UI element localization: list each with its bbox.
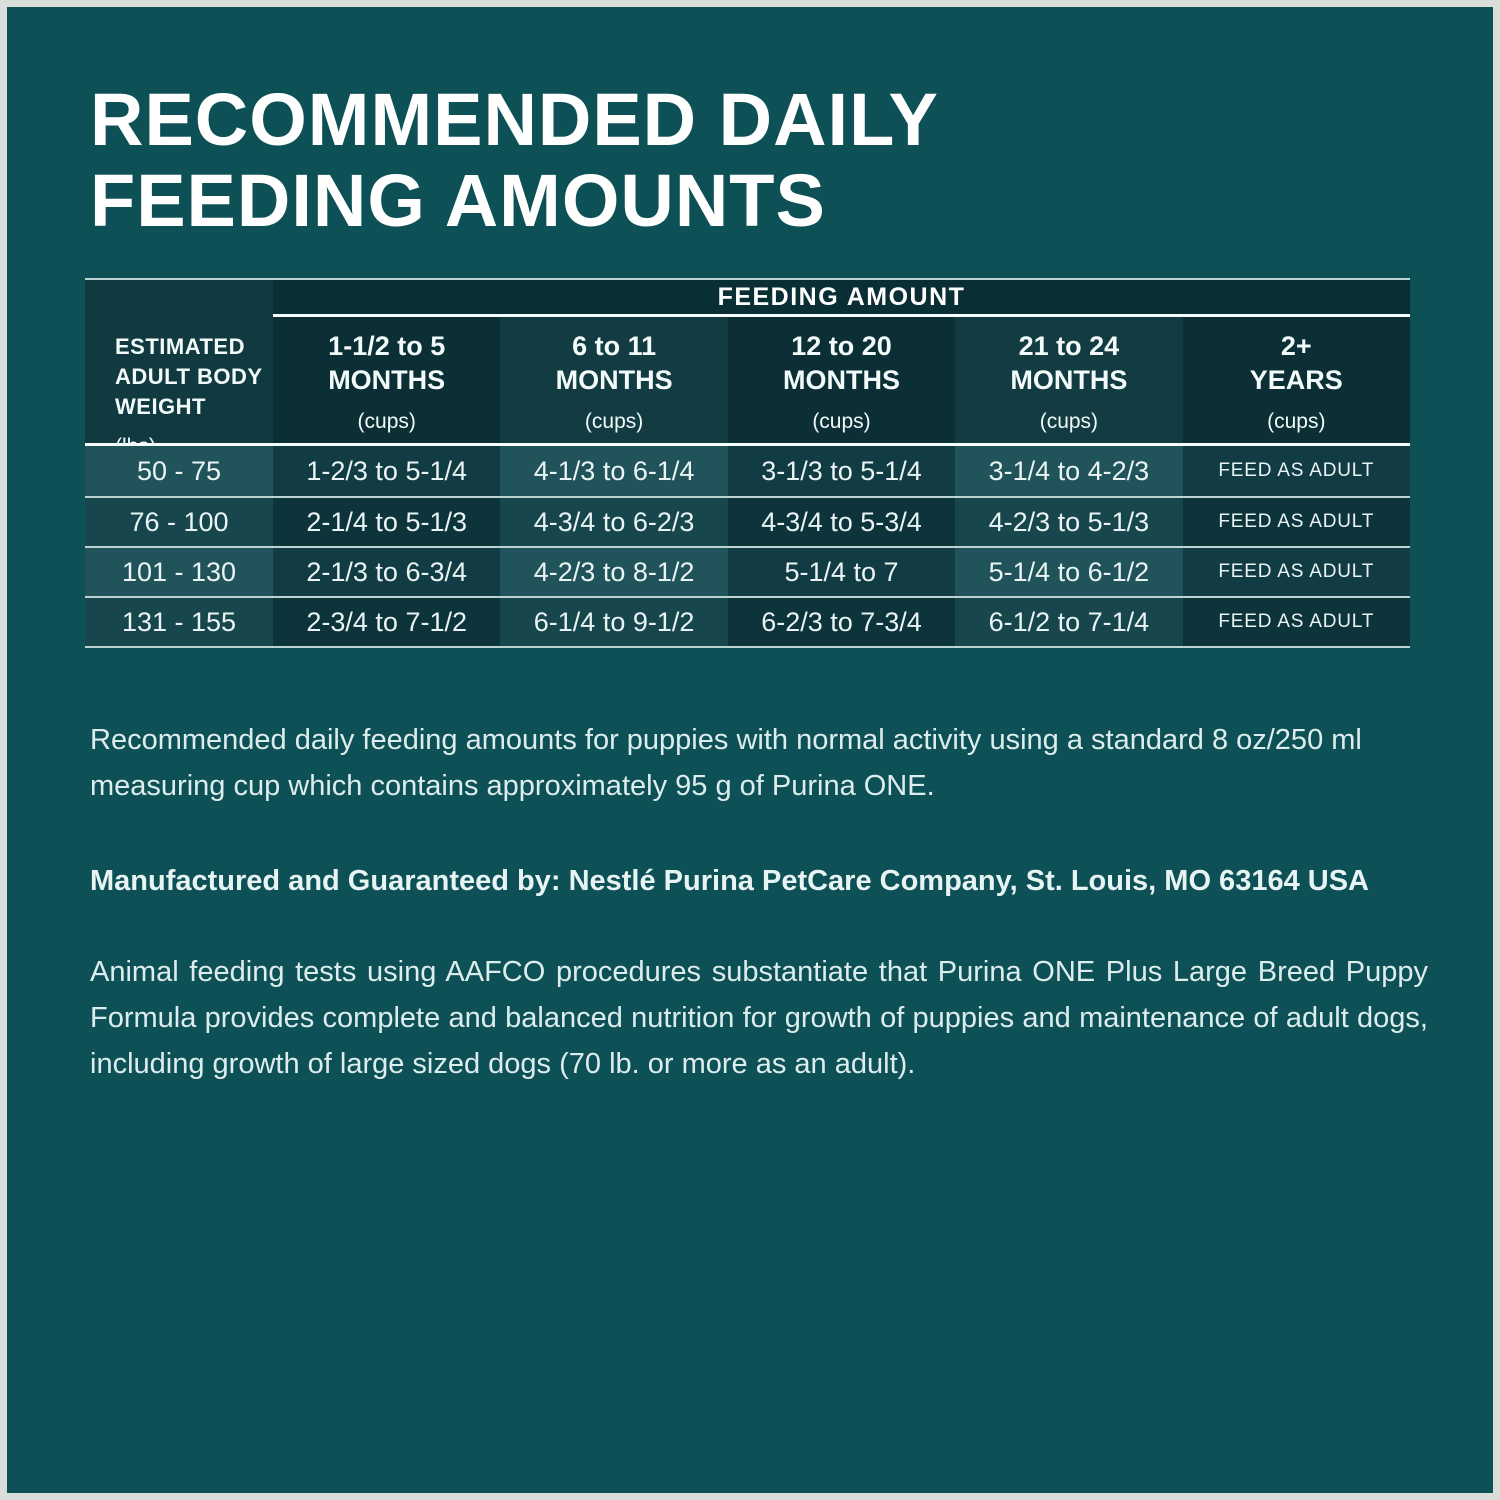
manufacturer-paragraph: Manufactured and Guaranteed by: Nestlé Purina PetCare Company, St. Louis, MO 63164 USA — [90, 865, 1369, 897]
column-unit: (cups) — [357, 409, 416, 433]
feeding-table — [85, 278, 1410, 648]
footnotes — [90, 712, 1428, 1087]
weight-header-line: ADULT BODY — [115, 364, 263, 389]
column-range: 12 to 20 — [791, 330, 892, 361]
column-label: MONTHS — [555, 364, 673, 395]
feeding-amount-label: FEEDING AMOUNT — [717, 282, 966, 311]
feeding-table-body — [85, 446, 1410, 646]
feeding-amount-cell: 6-1/4 to 9-1/2 — [500, 596, 727, 646]
feeding-amount-cell: 5-1/4 to 6-1/2 — [955, 546, 1182, 596]
feeding-amount-cell: FEED AS ADULT — [1183, 596, 1410, 646]
feeding-amount-cell: 4-2/3 to 5-1/3 — [955, 496, 1182, 546]
feeding-amount-cell: 3-1/3 to 5-1/4 — [728, 446, 955, 496]
feeding-amount-cell: 1-2/3 to 5-1/4 — [273, 446, 500, 496]
column-range: 21 to 24 — [1018, 330, 1120, 361]
column-label: MONTHS — [328, 364, 446, 395]
feeding-note-paragraph: Recommended daily feeding amounts for puppies with normal activity using a standard 8 oz/250 ml measuring cup which contains approximately 95 g of Purina ONE. — [90, 724, 1362, 802]
column-range: 2+ — [1280, 330, 1312, 361]
feeding-amount-cell: 2-3/4 to 7-1/2 — [273, 596, 500, 646]
column-unit: (cups) — [1039, 409, 1099, 433]
aafco-statement-paragraph: Animal feeding tests using AAFCO procedures substantiate that Purina ONE Plus Large Breed Puppy Formula provides complete and balanced nutrition for growth of puppies and maintenance of adult dogs, including growth of large sized dogs (70 lb. or more as an adult). — [90, 956, 1428, 1080]
weight-column-header — [85, 280, 273, 446]
feeding-amount-cell: 6-1/2 to 7-1/4 — [955, 596, 1182, 646]
feeding-amount-cell: 2-1/4 to 5-1/3 — [273, 496, 500, 546]
feeding-amount-cell: FEED AS ADULT — [1183, 546, 1410, 596]
column-range: 6 to 11 — [572, 330, 657, 361]
column-unit: (cups) — [1267, 409, 1326, 433]
feeding-amount-cell: 4-3/4 to 6-2/3 — [500, 496, 727, 546]
feeding-amount-band — [273, 280, 1410, 317]
feeding-amount-cell: 4-2/3 to 8-1/2 — [500, 546, 727, 596]
feeding-table-header — [85, 280, 1410, 446]
feeding-amount-cell: FEED AS ADULT — [1183, 446, 1410, 496]
weight-range-cell: 50 - 75 — [85, 446, 273, 496]
column-label: MONTHS — [782, 364, 900, 395]
column-label: MONTHS — [1010, 364, 1128, 395]
weight-range-cell: 101 - 130 — [85, 546, 273, 596]
column-header-months-4 — [955, 317, 1182, 446]
page-title-line1: RECOMMENDED DAILY — [90, 78, 939, 161]
column-unit: (cups) — [584, 409, 644, 433]
feeding-amount-cell: FEED AS ADULT — [1183, 496, 1410, 546]
feeding-amount-cell: 5-1/4 to 7 — [728, 546, 955, 596]
feeding-amount-cell: 2-1/3 to 6-3/4 — [273, 546, 500, 596]
column-header-months-2 — [500, 317, 727, 446]
feeding-amount-cell: 4-3/4 to 5-3/4 — [728, 496, 955, 546]
column-unit: (cups) — [812, 409, 871, 433]
column-header-months-3 — [728, 317, 955, 446]
weight-range-cell: 76 - 100 — [85, 496, 273, 546]
weight-header-line: WEIGHT — [115, 394, 206, 419]
feeding-amount-cell: 4-1/3 to 6-1/4 — [500, 446, 727, 496]
weight-header-line: ESTIMATED — [115, 334, 245, 359]
weight-range-cell: 131 - 155 — [85, 596, 273, 646]
column-header-months-1 — [273, 317, 500, 446]
column-range: 1-1/2 to 5 — [328, 330, 446, 361]
column-header-years — [1183, 317, 1410, 446]
page-title-line2: FEEDING AMOUNTS — [90, 159, 826, 243]
page-title — [90, 79, 1493, 242]
feeding-amount-cell: 6-2/3 to 7-3/4 — [728, 596, 955, 646]
column-label: YEARS — [1249, 364, 1343, 395]
feeding-amount-cell: 3-1/4 to 4-2/3 — [955, 446, 1182, 496]
